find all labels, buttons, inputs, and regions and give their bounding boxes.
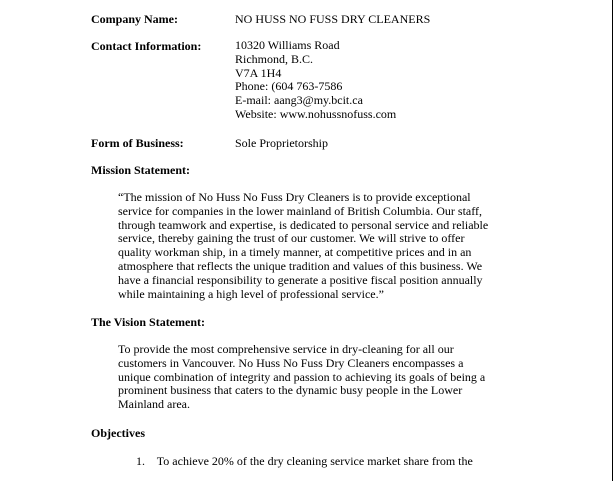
mission-line: have a financial responsibility to generate a positive fiscal position annually bbox=[118, 272, 483, 287]
form-of-business-label: Form of Business: bbox=[91, 136, 184, 150]
mission-line: service for companies in the lower mainland of British Columbia. Our staff, bbox=[118, 203, 483, 218]
form-of-business-row bbox=[91, 136, 328, 150]
mission-line: through teamwork and expertise, is dedicated to personal service and reliable bbox=[118, 217, 489, 232]
contact-email: E-mail: aang3@my.bcit.ca bbox=[235, 93, 363, 108]
contact-website: Website: www.nohussnofuss.com bbox=[235, 106, 397, 121]
mission-line: quality workman ship, in a timely manner, at competitive prices and in an bbox=[118, 245, 472, 260]
mission-paragraph bbox=[118, 191, 498, 301]
vision-paragraph bbox=[118, 343, 498, 412]
objectives-heading: Objectives bbox=[91, 426, 145, 440]
vision-line: unique combination of integrity and passion to achieving its goals of being a bbox=[118, 369, 486, 384]
mission-line: atmosphere that reflects the unique tradition and values of this business. We bbox=[118, 258, 483, 273]
contact-info-block bbox=[235, 39, 396, 122]
mission-line: while maintaining a high level of professional service.” bbox=[118, 286, 384, 301]
vision-line: customers in Vancouver. No Huss No Fuss Dry Cleaners encompasses a bbox=[118, 355, 464, 370]
company-name-value: NO HUSS NO FUSS DRY CLEANERS bbox=[235, 12, 431, 26]
objective-text: To achieve 20% of the dry cleaning service market share from the bbox=[156, 454, 473, 468]
contact-street: 10320 Williams Road bbox=[235, 38, 340, 52]
vision-line: To provide the most comprehensive service in dry-cleaning for all our bbox=[118, 342, 454, 356]
contact-postal-code: V7A 1H4 bbox=[235, 65, 282, 80]
page-edge bbox=[612, 0, 613, 481]
vision-line: Mainland area. bbox=[118, 397, 190, 412]
contact-info-row bbox=[91, 39, 235, 53]
company-name-row bbox=[91, 12, 431, 26]
vision-heading: The Vision Statement: bbox=[91, 315, 205, 329]
contact-city: Richmond, B.C. bbox=[235, 51, 314, 66]
company-name-label: Company Name: bbox=[91, 12, 178, 26]
mission-line: “The mission of No Huss No Fuss Dry Cleaners is to provide exceptional bbox=[118, 190, 471, 204]
vision-line: prominent business that caters to the dynamic busy people in the Lower bbox=[118, 383, 463, 398]
objective-number: 1. bbox=[136, 454, 145, 468]
mission-heading: Mission Statement: bbox=[91, 163, 190, 177]
form-of-business-value: Sole Proprietorship bbox=[235, 136, 328, 150]
objective-item bbox=[136, 454, 473, 468]
contact-info-label: Contact Information: bbox=[91, 39, 202, 53]
mission-line: service, thereby gaining the trust of our customer. We will strive to offer bbox=[118, 231, 465, 246]
contact-phone: Phone: (604 763-7586 bbox=[235, 79, 343, 94]
